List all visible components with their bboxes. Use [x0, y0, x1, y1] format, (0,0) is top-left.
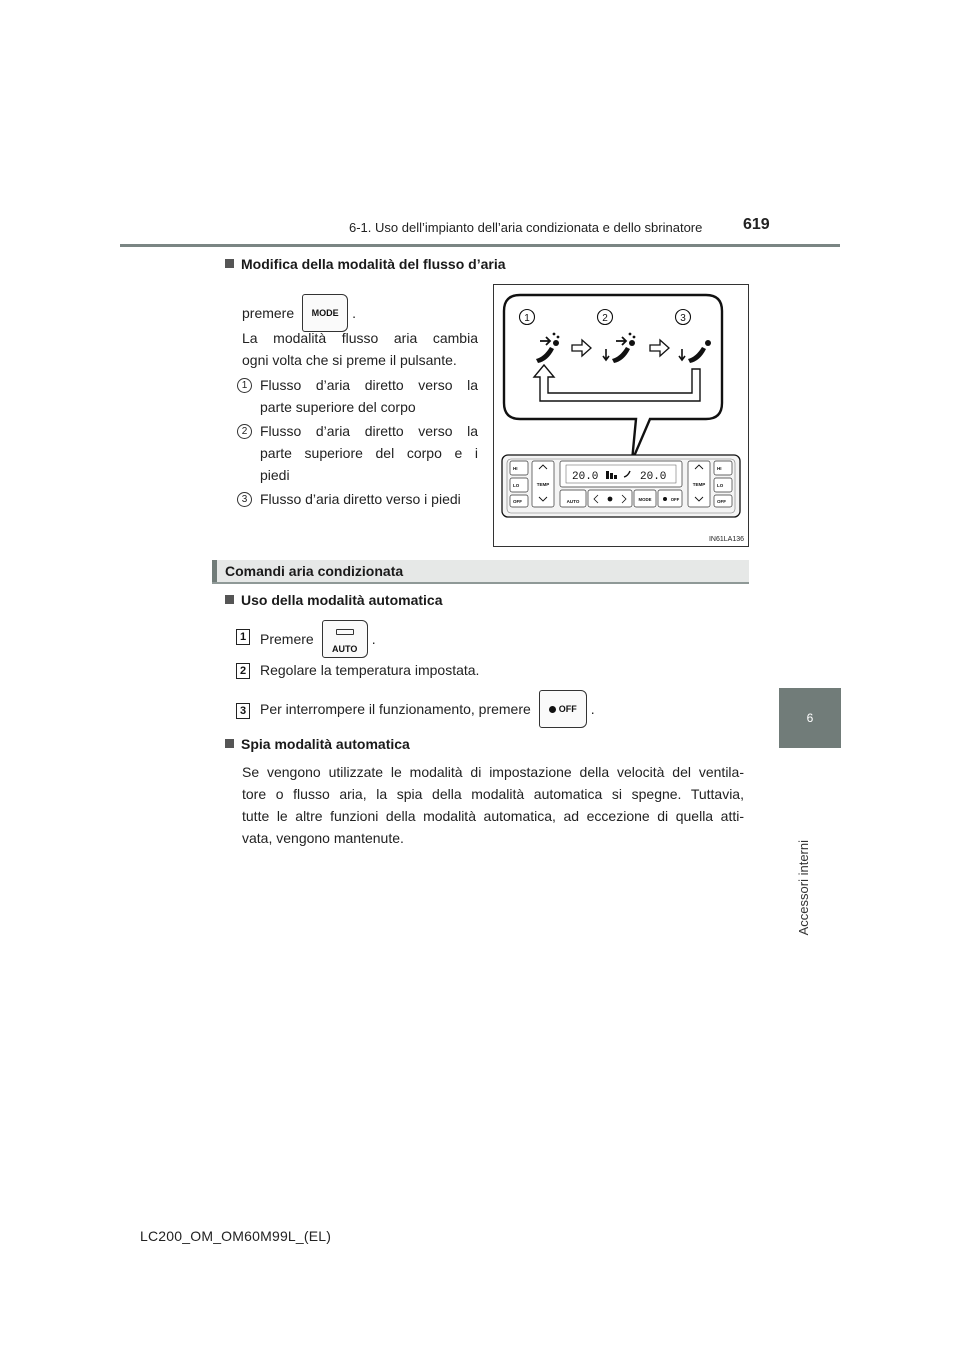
bullet-square-icon	[225, 259, 234, 268]
header-rule	[120, 244, 840, 247]
svg-text:HI: HI	[513, 466, 518, 471]
svg-text:MODE: MODE	[638, 497, 652, 502]
chapter-label: Accessori interni	[796, 840, 811, 936]
svg-text:1: 1	[524, 313, 530, 324]
step-1-badge: 1	[236, 629, 250, 645]
callout-1-icon: 1	[237, 378, 252, 393]
fan-off-button-icon: OFF	[539, 690, 587, 728]
svg-text:20.0: 20.0	[572, 471, 599, 483]
step-1-line: Premere AUTO .	[260, 620, 376, 658]
svg-text:TEMP: TEMP	[536, 482, 550, 487]
panel-display	[560, 461, 682, 487]
climate-panel-figure	[494, 285, 748, 546]
step-3-badge: 3	[236, 703, 250, 719]
svg-text:OFF: OFF	[513, 499, 522, 504]
indicator-heading: Spia modalità automatica	[225, 736, 410, 752]
mode-press-line: premere MODE .	[242, 294, 356, 332]
indicator-line-4: vata, vengono mantenute.	[242, 830, 404, 846]
mode-item-3-line1: Flusso d’aria diretto verso i piedi	[260, 491, 461, 507]
left-seat-buttons	[510, 461, 528, 507]
svg-text:20.0: 20.0	[640, 471, 667, 483]
svg-text:OFF: OFF	[717, 499, 726, 504]
mode-heading: Modifica della modalità del flusso d’aria	[225, 256, 506, 272]
svg-text:OFF: OFF	[670, 497, 680, 502]
callout-3-icon: 3	[237, 492, 252, 507]
indicator-line-1: Se vengono utilizzate le modalità di impostazione della velocità del ventila-	[242, 764, 744, 780]
mode-item-2-line1: Flusso d’aria diretto verso la	[260, 423, 478, 439]
left-temp-rocker	[532, 461, 554, 507]
auto-heading: Uso della modalità automatica	[225, 592, 443, 608]
mode-button-icon: MODE	[302, 294, 348, 332]
svg-text:TEMP: TEMP	[692, 482, 706, 487]
svg-text:3: 3	[680, 313, 686, 324]
svg-text:AUTO: AUTO	[566, 499, 580, 504]
mode-desc-1: La modalità flusso aria cambia	[242, 330, 478, 346]
callout-2-icon: 2	[237, 424, 252, 439]
mode-desc-2: ogni volta che si preme il pulsante.	[242, 352, 457, 368]
page-number: 619	[743, 216, 770, 233]
step-3-line: Per interrompere il funzionamento, premere OFF .	[260, 690, 595, 728]
svg-text:2: 2	[602, 313, 608, 324]
step-2-text: Regolare la temperatura impostata.	[260, 662, 480, 678]
right-temp-rocker	[688, 461, 710, 507]
svg-text:HI: HI	[717, 466, 722, 471]
footer-code: LC200_OM_OM60M99L_(EL)	[140, 1228, 332, 1244]
bullet-square-icon	[225, 739, 234, 748]
mode-item-2-line3: piedi	[260, 467, 290, 483]
right-seat-buttons	[714, 461, 732, 507]
mode-item-2-line2: parte superiore del corpo e i	[260, 445, 478, 461]
bullet-square-icon	[225, 595, 234, 604]
running-header: 6-1. Uso dell’impianto dell’aria condizionata e dello sbrinatore	[349, 220, 703, 235]
step-2-badge: 2	[236, 663, 250, 679]
svg-text:LO: LO	[513, 483, 520, 488]
figure-code: IN61LA136	[708, 536, 744, 543]
indicator-line-2: tore o flusso aria, la spia della modalità automatica si spegne. Tuttavia,	[242, 786, 744, 802]
control-panel	[502, 455, 740, 517]
banner-title: Comandi aria condizionata	[225, 563, 404, 579]
banner-rule	[212, 582, 749, 584]
mode-item-1-line2: parte superiore del corpo	[260, 399, 416, 415]
chapter-number: 6	[806, 711, 814, 725]
figure-box	[493, 284, 749, 547]
mode-item-1-line1: Flusso d’aria diretto verso la	[260, 377, 478, 393]
indicator-line-3: tutte le altre funzioni della modalità automatica, ad eccezione di quella atti-	[242, 808, 744, 824]
auto-button-icon: AUTO	[322, 620, 368, 658]
svg-text:LO: LO	[717, 483, 724, 488]
chapter-tab	[779, 688, 841, 748]
panel-bottom-row	[560, 490, 682, 507]
